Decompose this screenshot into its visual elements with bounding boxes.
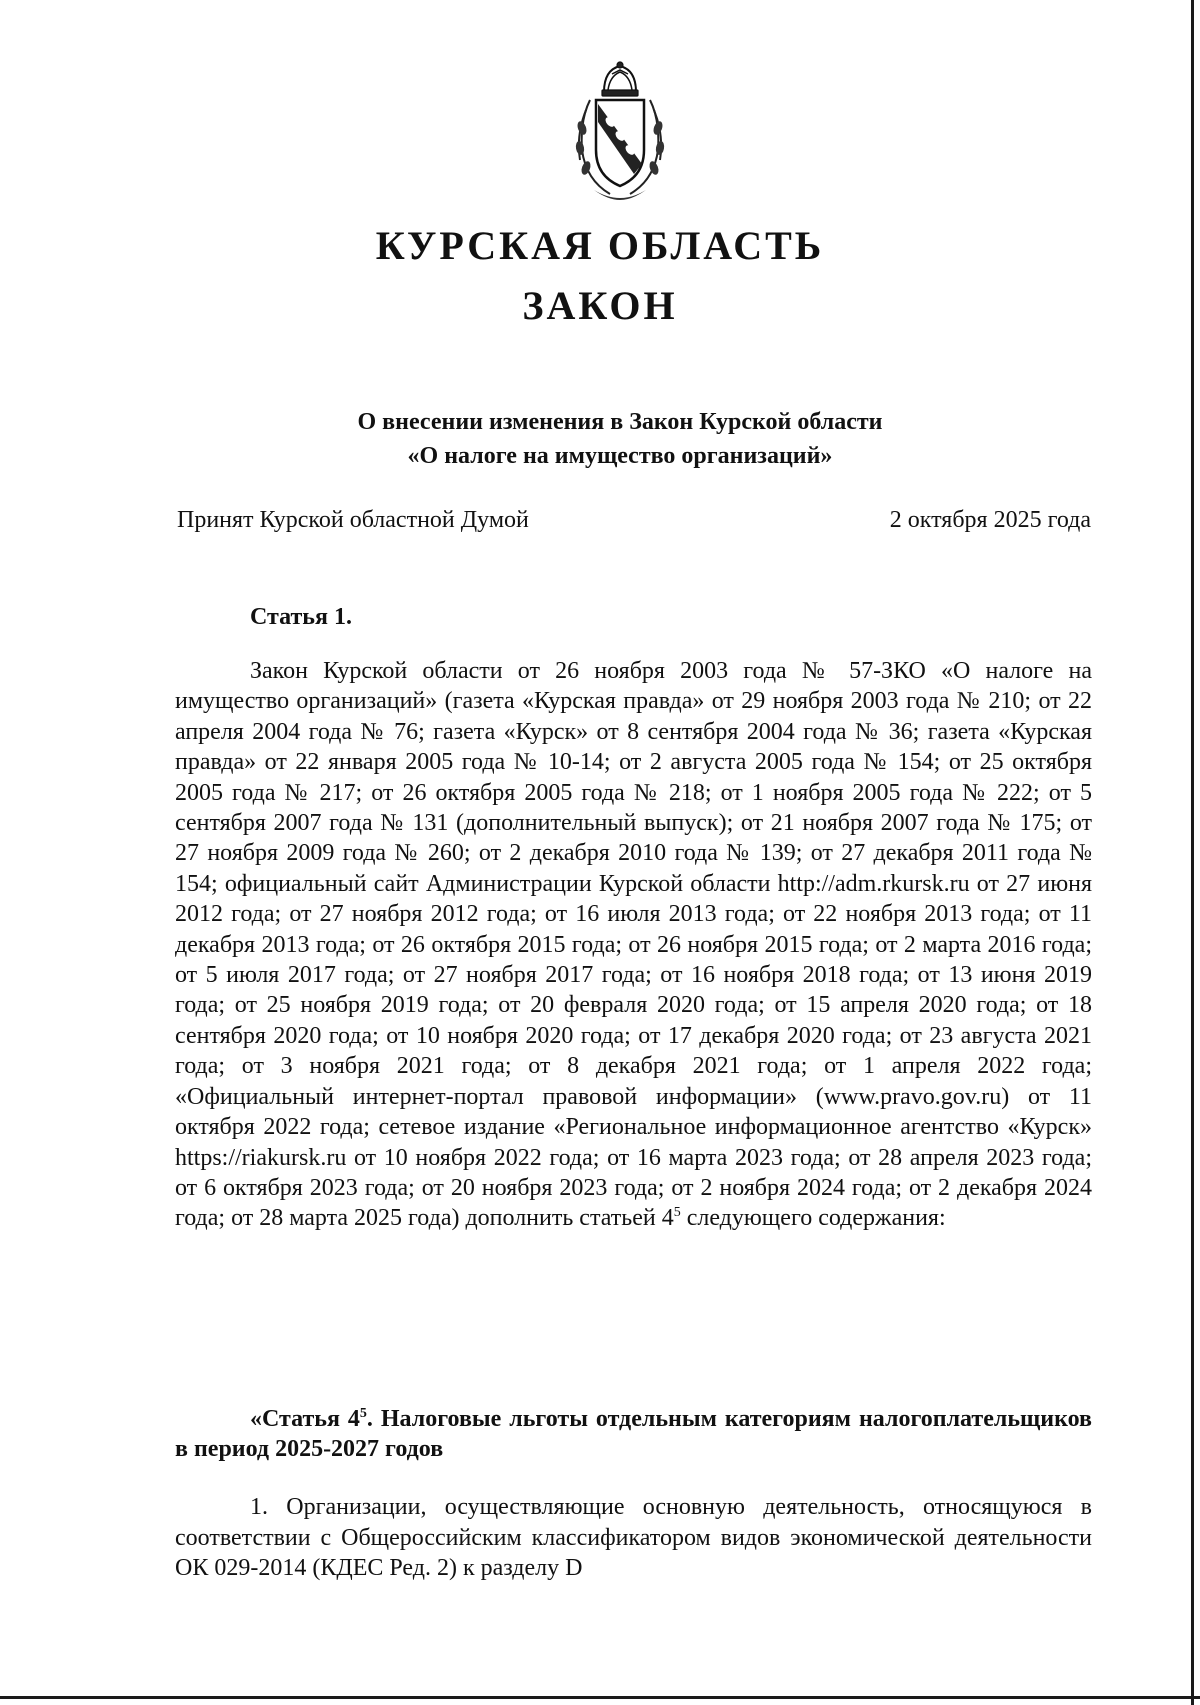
new-article-prefix: «Статья 4 — [250, 1406, 360, 1432]
article-1-text — [175, 656, 1092, 1234]
law-subject-line-1: О внесении изменения в Закон Курской области — [357, 409, 883, 435]
article-1-text-end: следующего содержания: — [680, 1205, 946, 1232]
coat-of-arms-emblem — [560, 60, 680, 208]
new-article-superscript: 5 — [359, 1406, 367, 1421]
scan-edge-bottom — [0, 1696, 1200, 1699]
law-subject-line-2: «О налоге на имущество организаций» — [407, 443, 833, 469]
clause-1-text: 1. Организации, осуществляющие основную деятельность, относящуюся в соответствии с Общероссийским классификатором видов экономической деятельности ОК 029-2014 (КДЕС Ред. 2) к разделу D — [175, 1494, 1092, 1581]
adopted-by: Принят Курской областной Думой — [177, 507, 529, 533]
adoption-date: 2 октября 2025 года — [889, 507, 1091, 533]
article-number-superscript: 5 — [673, 1205, 681, 1221]
scan-edge-right — [1191, 0, 1194, 1705]
article-1-heading: Статья 1. — [250, 604, 352, 630]
document-type-title: ЗАКОН — [522, 283, 678, 328]
region-title: КУРСКАЯ ОБЛАСТЬ — [375, 223, 825, 268]
new-article-heading — [175, 1404, 1092, 1464]
article-1-text-main: Закон Курской области от 26 ноября 2003 года № 57-ЗКО «О налоге на имущество организаций» (газета «Курская правда» от 29 ноября 2003 года № 210; от 22 апреля 2004 года № 76; газета «Курск» от 8 сентября 2004 года № 36; газета «Курская правда» от 22 января 2005 года № 10-14; от 2 августа 2005 года № 154; от 25 октября 2005 года № 217; от 26 октября 2005 года № 218; от 1 ноября 2005 года № 222; от 5 сентября 2007 года № 131 (дополнительный выпуск); от 21 ноября 2007 года № 175; от 27 ноября 2009 года № 260; от 2 декабря 2010 года № 139; от 27 декабря 2011 года № 154; официальный сайт Администрации Курской области http://adm.rkursk.ru от 27 июня 2012 года; от 27 ноября 2012 года; от 16 июля 2013 года; от 22 ноября 2013 года; от 11 декабря 2013 года; от 26 октября 2015 года; от 26 ноября 2015 года; от 2 марта 2016 года; от 5 июля 2017 года; от 27 ноября 2017 года; от 16 ноября 2018 года; от 13 июня 2019 года; от 25 ноября 2019 года; от 20 февраля 2020 года; от 15 апреля 2020 года; от 18 сентября 2020 года; от 10 ноября 2020 года; от 17 декабря 2020 года; от 23 августа 2021 года; от 3 ноября 2021 года; от 8 декабря 2021 года; от 1 апреля 2022 года; «Официальный интернет-портал правовой информации» (www.pravo.gov.ru) от 11 октября 2022 года; сетевое издание «Региональное информационное агентство «Курск» https://riakursk.ru от 10 ноября 2022 года; от 16 марта 2023 года; от 28 апреля 2023 года; от 6 октября 2023 года; от 20 ноября 2023 года; от 2 ноября 2024 года; от 2 декабря 2024 года; от 28 марта 2025 года) дополнить статьей 4 — [175, 658, 1092, 1232]
adoption-info — [177, 503, 1091, 537]
law-subject — [0, 405, 1200, 473]
new-article-title: . Налоговые льготы отдельным категориям налогоплательщиков в период 2025-2027 годов — [175, 1406, 1092, 1462]
